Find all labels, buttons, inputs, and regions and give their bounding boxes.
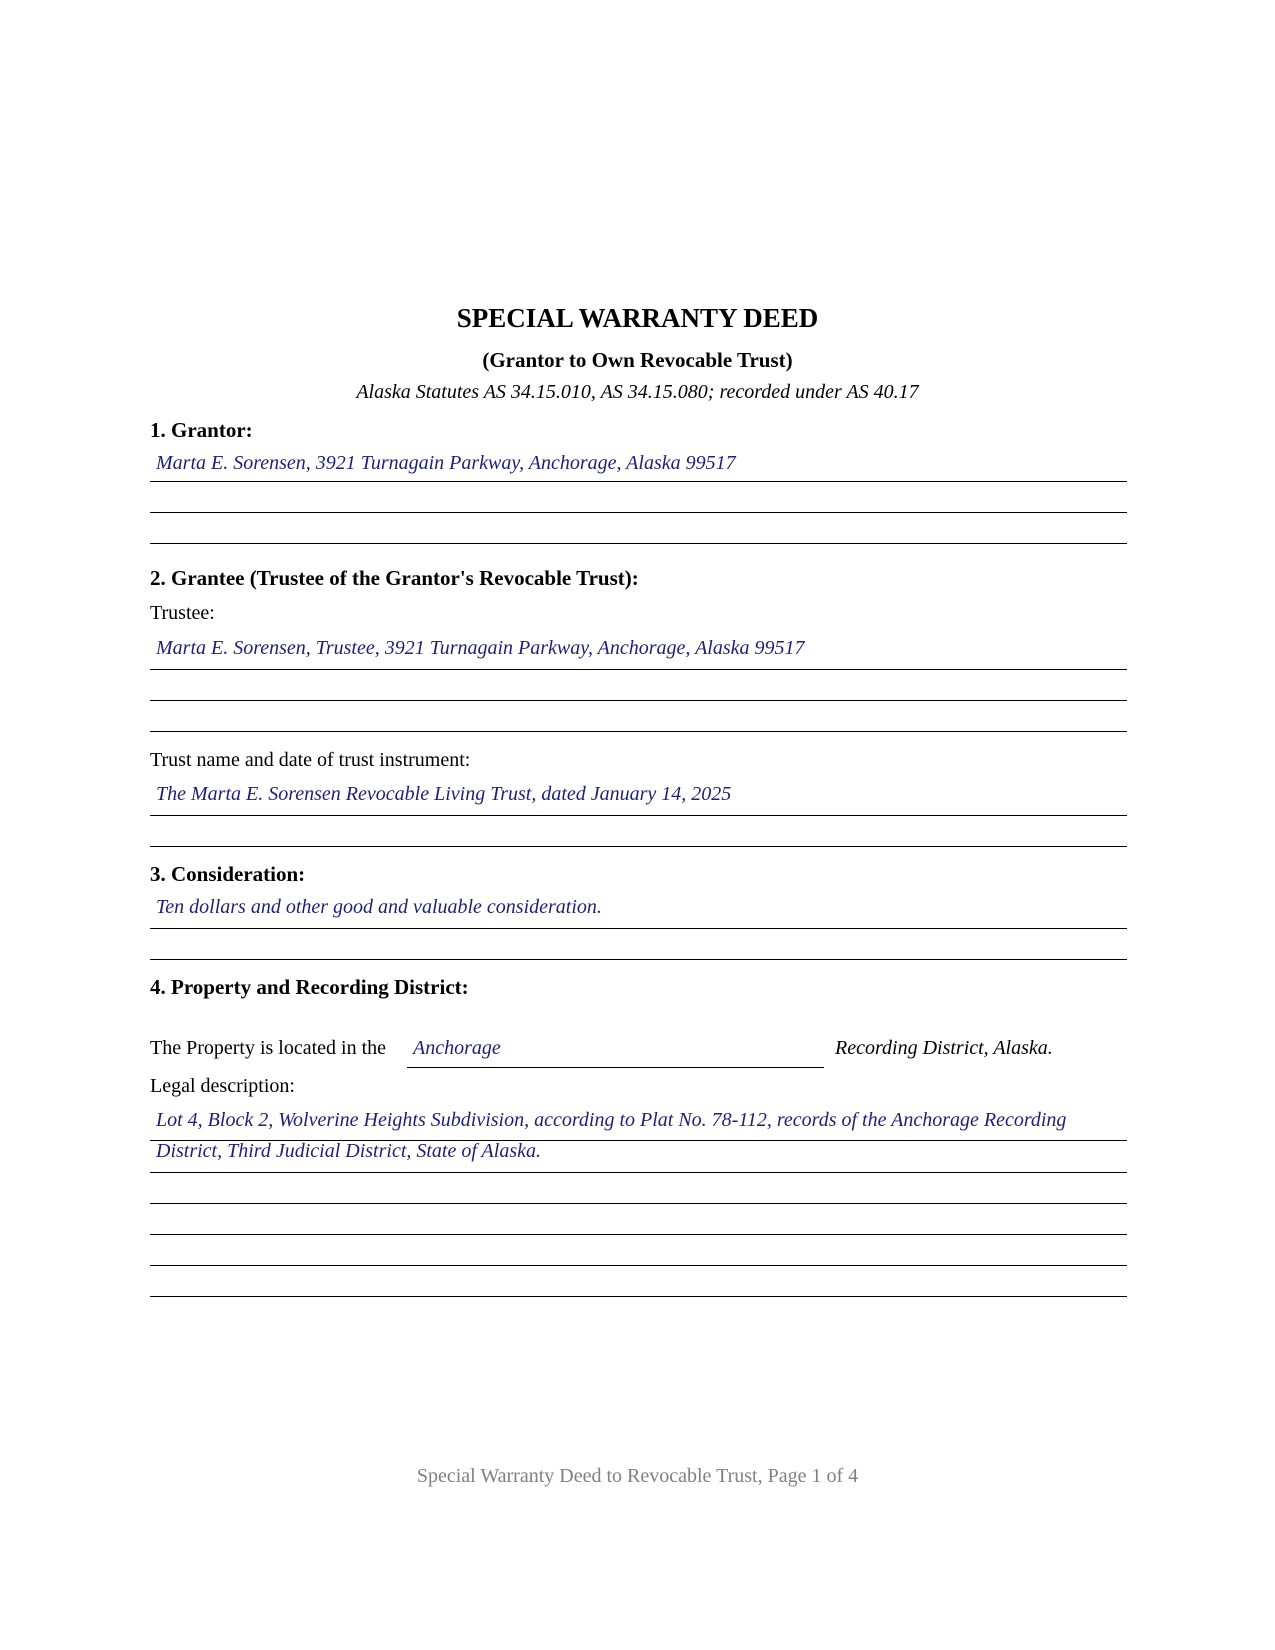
consideration-field-value[interactable]: Ten dollars and other good and valuable consideration. — [156, 896, 602, 918]
trustee-line-3 — [150, 731, 1127, 732]
trustee-label: Trustee: — [150, 602, 215, 624]
legal-description-label: Legal description: — [150, 1075, 295, 1097]
legal-description-line-1-text[interactable]: Lot 4, Block 2, Wolverine Heights Subdivision, according to Plat No. 78-112, records of the Anchorage Recording — [156, 1109, 1067, 1131]
legal-line-2 — [150, 1172, 1127, 1173]
trustee-line-2 — [150, 700, 1127, 701]
document-title: SPECIAL WARRANTY DEED — [456, 303, 819, 333]
legal-line-3 — [150, 1203, 1127, 1204]
grantor-field-value[interactable]: Marta E. Sorensen, 3921 Turnagain Parkway, Anchorage, Alaska 99517 — [156, 452, 736, 474]
grantee-heading: 2. Grantee (Trustee of the Grantor's Revocable Trust): — [150, 566, 639, 590]
trust-name-field-value[interactable]: The Marta E. Sorensen Revocable Living Trust, dated January 14, 2025 — [156, 783, 732, 805]
document-subtitle: (Grantor to Own Revocable Trust) — [482, 348, 793, 372]
grantor-heading: 1. Grantor: — [150, 418, 253, 442]
grantor-line-2 — [150, 512, 1127, 513]
location-suffix-label: Recording District, Alaska. — [835, 1037, 1053, 1059]
consideration-heading: 3. Consideration: — [150, 862, 306, 886]
legal-line-4 — [150, 1234, 1127, 1235]
page-footer: Special Warranty Deed to Revocable Trust, Page 1 of 4 — [416, 1465, 859, 1487]
property-heading: 4. Property and Recording District: — [150, 975, 469, 999]
legal-line-6 — [150, 1296, 1127, 1297]
trustee-line-1 — [150, 669, 1127, 670]
trust-line-1 — [150, 815, 1127, 816]
legal-line-5 — [150, 1265, 1127, 1266]
recording-district-line — [407, 1067, 824, 1068]
trust-name-label: Trust name and date of trust instrument: — [150, 749, 471, 771]
statute-reference: Alaska Statutes AS 34.15.010, AS 34.15.080; recorded under AS 40.17 — [356, 381, 919, 403]
grantor-line-1 — [150, 481, 1127, 482]
location-prefix-label: The Property is located in the — [150, 1037, 387, 1059]
recording-district-field-value[interactable]: Anchorage — [413, 1037, 501, 1059]
legal-description-line-2-text[interactable]: District, Third Judicial District, State of Alaska. — [156, 1140, 541, 1162]
consideration-line-1 — [150, 928, 1127, 929]
consideration-line-2 — [150, 959, 1127, 960]
grantor-line-3 — [150, 543, 1127, 544]
trustee-field-value[interactable]: Marta E. Sorensen, Trustee, 3921 Turnagain Parkway, Anchorage, Alaska 99517 — [156, 637, 805, 659]
trust-line-2 — [150, 846, 1127, 847]
